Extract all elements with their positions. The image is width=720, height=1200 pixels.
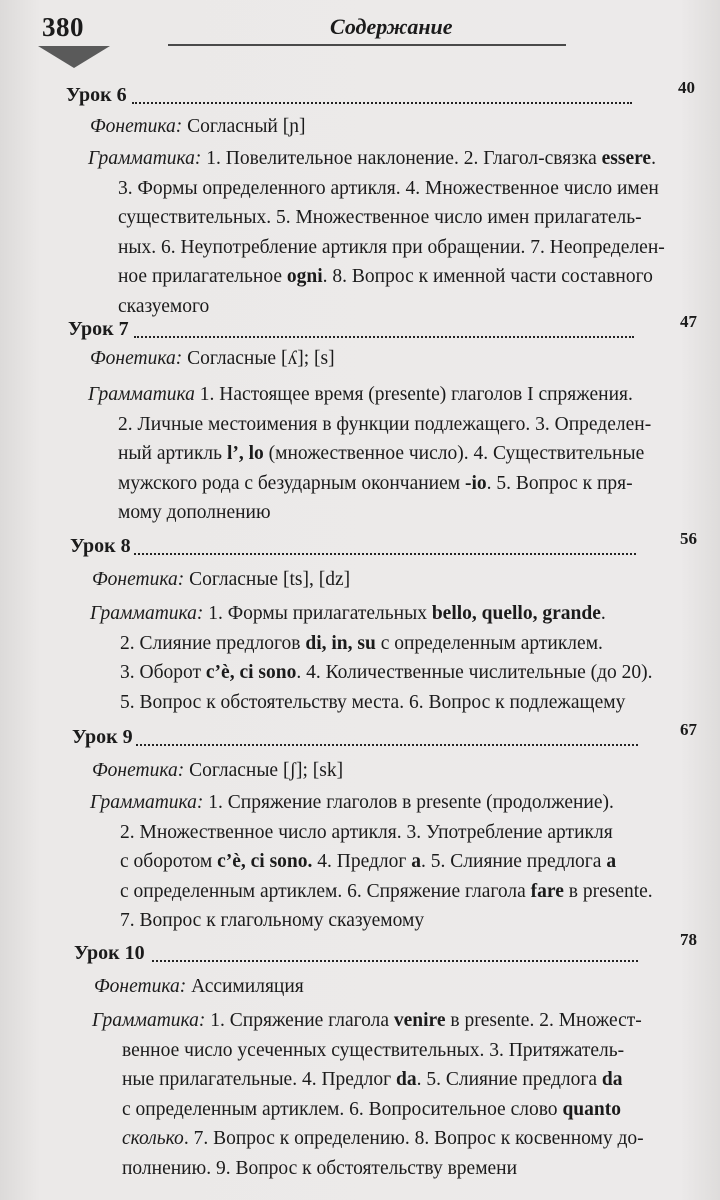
lesson-page-number: 67 [680,720,697,739]
lesson-title: Урок 8 [70,535,131,557]
grammar-line: с определенным артиклем. 6. Спряжение глагола fare в presente. [120,880,653,902]
corner-triangle-icon [38,46,110,68]
grammar-line: 2. Личные местоимения в функции подлежащего. 3. Определен- [118,413,652,435]
lesson-title: Урок 6 [66,84,127,106]
phonetics-text: Согласный [ɲ] [187,116,306,137]
phonetics-label: Фонетика: [94,976,187,997]
page-number: 380 [42,12,84,42]
lesson-title: Урок 7 [68,318,129,340]
grammar-line: Грамматика: 1. Повелительное наклонение. 2. Глагол-связка essere. [88,148,656,169]
grammar-line: 5. Вопрос к обстоятельству места. 6. Вопрос к подлежащему [120,691,626,713]
phonetics-line [90,348,335,370]
grammar-block [88,380,662,528]
leader-dots [132,102,632,104]
lesson-6 [0,78,720,317]
phonetics-line [90,116,305,138]
page-header [0,0,720,80]
grammar-label: Грамматика [88,384,195,405]
lesson-8 [0,529,720,713]
grammar-line: 2. Множественное число артикля. 3. Употребление артикля [120,821,613,843]
grammar-label: Грамматика: [90,603,204,624]
grammar-line: с определенным артиклем. 6. Вопросительное слово quanto [122,1098,621,1120]
grammar-line: сколько. 7. Вопрос к определению. 8. Вопрос к косвенному до- [122,1128,644,1149]
grammar-line: сказуемого [118,295,210,317]
leader-dots [152,960,638,962]
grammar-line: Грамматика: 1. Спряжение глаголов в presente (продолжение). [90,792,614,813]
lesson-title: Урок 9 [72,726,133,748]
phonetics-text: Согласные [ts], [dz] [189,569,351,590]
lesson-page-number: 47 [680,312,697,331]
grammar-line: мужского рода с безударным окончанием -io. 5. Вопрос к пря- [118,472,633,494]
leader-dots [136,744,638,746]
grammar-block [88,144,665,321]
phonetics-text: Согласные [ʃ]; [sk] [189,760,344,781]
leader-dots [134,553,636,555]
phonetics-line [94,976,304,998]
lesson-page-number: 56 [680,529,697,548]
phonetics-label: Фонетика: [92,569,185,590]
grammar-label: Грамматика: [92,1010,206,1031]
grammar-line: венное число усеченных существительных. 3. Притяжатель- [122,1039,625,1061]
grammar-block [90,788,664,936]
phonetics-text: Ассимиляция [191,976,304,997]
grammar-line: Грамматика: 1. Спряжение глагола venire в presente. 2. Множест- [92,1010,642,1031]
grammar-line: существительных. 5. Множественное число имен прилагатель- [118,207,642,228]
phonetics-label: Фонетика: [92,760,185,781]
grammar-label: Грамматика: [88,148,202,169]
phonetics-line [92,760,343,782]
grammar-line: Грамматика: 1. Формы прилагательных bello, quello, grande. [90,603,606,624]
grammar-line: 3. Оборот c’è, ci sono. 4. Количественные числительные (до 20). [120,662,653,683]
grammar-label: Грамматика: [90,792,204,813]
grammar-block [90,599,662,717]
grammar-line: 3. Формы определенного артикля. 4. Множественное число имен [118,177,659,199]
phonetics-line [92,569,350,591]
grammar-line: Грамматика 1. Настоящее время (presente) глаголов I спряжения. [88,384,633,405]
lesson-10 [0,930,720,1179]
lesson-9 [0,720,720,931]
grammar-line: ные прилагательные. 4. Предлог da. 5. Слияние предлога da [122,1069,623,1090]
phonetics-label: Фонетика: [90,348,183,369]
leader-dots [134,336,634,338]
grammar-block [92,1006,666,1183]
grammar-line: 2. Слияние предлогов di, in, su с определенным артиклем. [120,632,603,654]
grammar-line: мому дополнению [118,502,271,523]
lesson-page-number: 78 [680,930,697,949]
running-title: Содержание [330,14,453,39]
lesson-title: Урок 10 [74,942,145,964]
grammar-line: ное прилагательное ogni. 8. Вопрос к именной части составного [118,266,653,287]
grammar-line: полнению. 9. Вопрос к обстоятельству времени [122,1157,518,1179]
lesson-7 [0,312,720,523]
phonetics-text: Согласные [ʎ]; [s] [187,348,335,369]
phonetics-label: Фонетика: [90,116,183,137]
grammar-line: 7. Вопрос к глагольному сказуемому [120,910,425,931]
grammar-line: с оборотом c’è, ci sono. 4. Предлог a. 5. Слияние предлога a [120,851,617,872]
grammar-line: ный артикль l’, lo (множественное число). 4. Существительные [118,443,645,464]
lesson-page-number: 40 [678,78,695,97]
header-rule [168,44,566,46]
grammar-line: ных. 6. Неупотребление артикля при обращении. 7. Неопределен- [118,236,665,258]
